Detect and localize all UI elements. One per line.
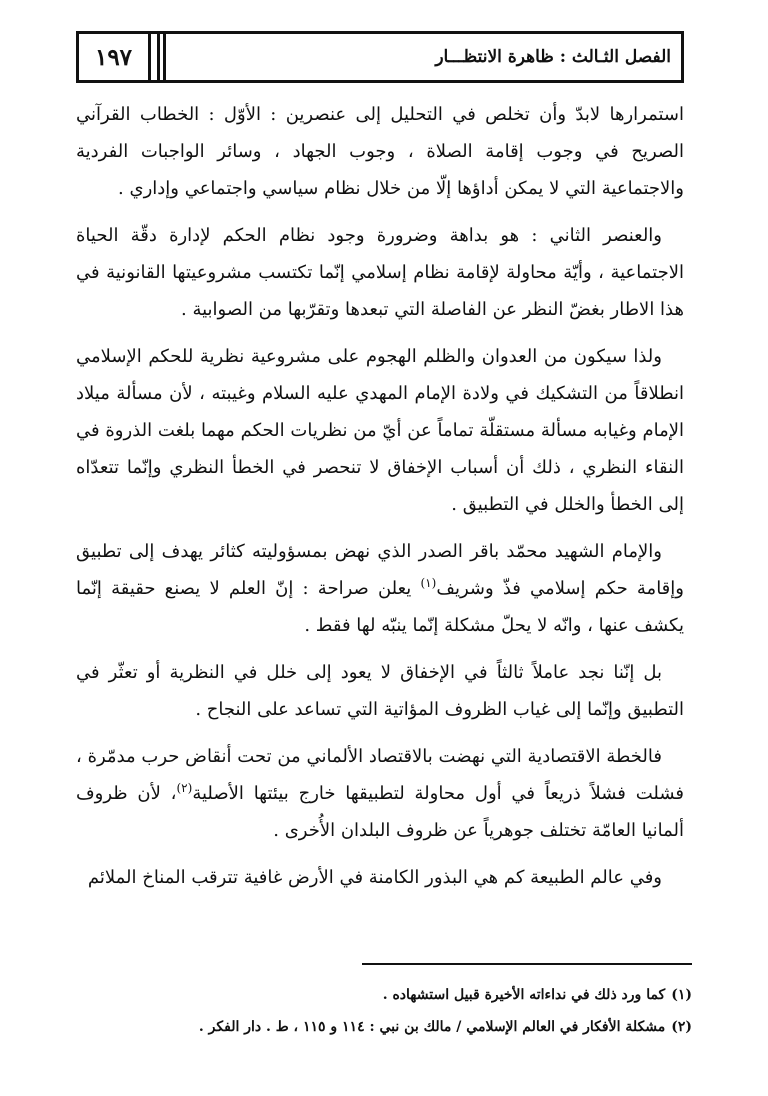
paragraph-text: فالخطة الاقتصادية التي نهضت بالاقتصاد الألماني من تحت أنقاض حرب مدمّرة ، فشلت فشلاً ذريعاً في أول محاولة لتطبيقها خارج بيئتها الأصلية [76,746,684,804]
footnote-separator [362,963,692,965]
page-header [76,31,684,83]
header-divider [163,34,166,80]
footnote-ref: (١) [420,576,437,590]
paragraph: وفي عالم الطبيعة كم هي البذور الكامنة في الأرض غافية تترقب المناخ الملائم [87,867,662,888]
main-text [76,96,684,906]
page-number: ١٩٧ [79,34,151,80]
header-divider [157,34,160,80]
footnote [84,1013,692,1041]
paragraph [76,738,684,849]
paragraph: استمرارها لابدّ وأن تخلص في التحليل إلى عنصرين : الأوّل : الخطاب القرآني الصريح في وجوب إقامة الصلاة ، وجوب الجهاد ، وسائر الواجبات الفردية والاجتماعية التي لا يمكن أداؤها إلّا من خلال نظام سياسي واجتماعي وإداري . [76,104,684,199]
paragraph-text: يعلن صراحة : إنّ العلم لا يصنع حقيقة إنّما يكشف عنها ، وانّه لا يحلّ مشكلة إنّما ينبّه لها فقط . [76,578,684,636]
paragraph [76,533,684,644]
footnote-text: كما ورد ذلك في نداءاته الأخيرة قبيل استشهاده . [382,987,666,1003]
paragraph: ولذا سيكون من العدوان والظلم الهجوم على مشروعية نظرية للحكم الإسلامي انطلاقاً من التشكيك في ولادة الإمام المهدي عليه السلام وغيبته ، لأن مسألة ميلاد الإمام وغيابه مسألة مستقلّة تماماً عن أيّ من نظريات الحكم مهما بلغت الذروة في النقاء النظري ، ذلك أن أسباب الإخفاق لا تنحصر في الخطأ النظري وإنّما تتعدّاه إلى الخطأ والخلل في التطبيق . [76,346,684,515]
footnote-ref: (٢) [176,781,193,795]
footnote-number: (١) [671,987,692,1003]
paragraph: بل إنّنا نجد عاملاً ثالثاً في الإخفاق لا يعود إلى خلل في النظرية أو تعثّر في التطبيق وإنّما إلى غياب الظروف المؤاتية التي تساعد على النجاح . [76,662,684,720]
paragraph-text: والإمام الشهيد محمّد باقر الصدر الذي نهض بمسؤوليته كثائر يهدف إلى تطبيق وإقامة حكم إسلامي فذّ وشريف [76,541,684,599]
footnote-text: مشكلة الأفكار في العالم الإسلامي / مالك بن نبي : ١١٤ و ١١٥ ، ط . دار الفكر . [198,1019,666,1035]
footnote [84,981,692,1009]
footnote-number: (٢) [671,1019,692,1035]
paragraph: والعنصر الثاني : هو بداهة وضرورة وجود نظام الحكم لإدارة دقّة الحياة الاجتماعية ، وأيّة محاولة لإقامة نظام إسلامي إنّما تكتسب مشروعيتها القانونية في هذا الاطار بغضّ النظر عن الفاصلة التي تبعدها وتقرّبها من الصوابية . [76,225,684,320]
footnotes [84,981,692,1045]
chapter-title: الفصل الثـالث : ظاهرة الانتظـــار [435,47,671,67]
paragraph-text: ، لأن ظروف ألمانيا العامّة تختلف جوهرياً عن ظروف البلدان الأُخرى . [76,783,684,841]
